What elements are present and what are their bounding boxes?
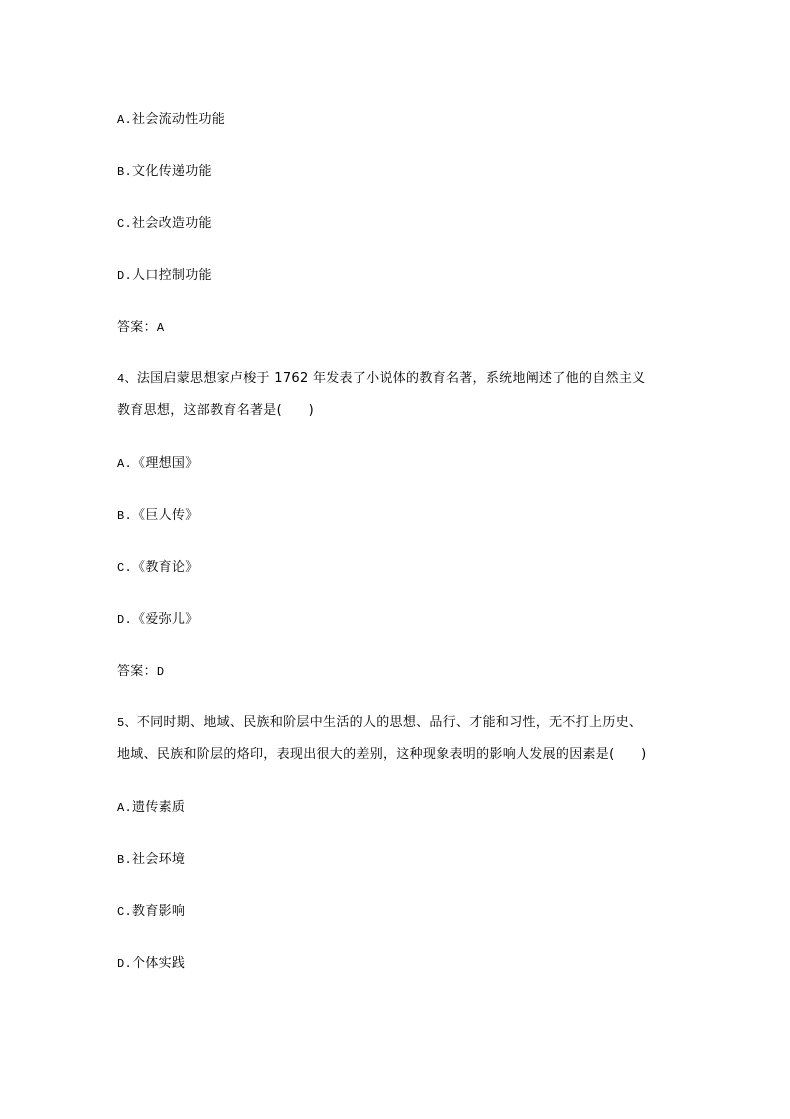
option-letter: A.: [117, 457, 133, 471]
q4-option-d: [117, 612, 199, 628]
q4-stem-line2: [117, 403, 314, 419]
option-text: 人口控制功能: [132, 268, 212, 283]
option-text: 遗传素质: [132, 800, 186, 815]
q3-option-d: [117, 268, 212, 284]
option-text: 《巨人传》: [132, 508, 199, 523]
question-text: 不同时期、地域、民族和阶层中生活的人的思想、品行、才能和习性，无不打上历史、: [136, 715, 643, 730]
q4-option-c: [117, 560, 199, 576]
answer-value: A: [156, 321, 165, 335]
answer-value: D: [156, 665, 165, 679]
question-number: 5、: [117, 716, 137, 730]
q4-answer: [117, 664, 164, 680]
q5-option-d: [117, 956, 185, 972]
option-letter: D.: [117, 613, 133, 627]
q5-option-c: [117, 904, 185, 920]
q5-stem-line2: [117, 747, 646, 763]
q4-stem-line1: [117, 371, 645, 387]
question-text: 法国启蒙思想家卢梭于 1762 年发表了小说体的教育名著，系统地阐述了他的自然主义: [136, 371, 646, 386]
option-letter: B.: [117, 853, 133, 867]
option-letter: C.: [117, 905, 133, 919]
option-text: 教育影响: [132, 904, 186, 919]
q3-option-b: [117, 164, 212, 180]
option-text: 文化传递功能: [132, 164, 212, 179]
q5-option-b: [117, 852, 185, 868]
q3-option-c: [117, 216, 212, 232]
answer-label: 答案：: [117, 320, 157, 335]
option-text: 《理想国》: [132, 456, 199, 471]
option-letter: D.: [117, 269, 133, 283]
q5-option-a: [117, 800, 185, 816]
option-text: 社会流动性功能: [132, 112, 226, 127]
q4-option-a: [117, 456, 199, 472]
question-text: 教育思想，这部教育名著是( ): [117, 403, 314, 418]
option-letter: C.: [117, 561, 133, 575]
q4-option-b: [117, 508, 199, 524]
question-number: 4、: [117, 372, 137, 386]
option-text: 个体实践: [132, 956, 186, 971]
option-text: 《教育论》: [132, 560, 199, 575]
q3-option-a: [117, 112, 225, 128]
option-letter: A.: [117, 801, 133, 815]
option-letter: C.: [117, 217, 133, 231]
q3-answer: [117, 320, 164, 336]
question-text: 地域、民族和阶层的烙印，表现出很大的差别，这种现象表明的影响人发展的因素是( ): [117, 747, 647, 762]
option-letter: D.: [117, 957, 133, 971]
option-letter: B.: [117, 165, 133, 179]
option-text: 社会环境: [132, 852, 186, 867]
answer-label: 答案：: [117, 664, 157, 679]
option-text: 《爱弥儿》: [132, 612, 199, 627]
option-text: 社会改造功能: [132, 216, 212, 231]
q5-stem-line1: [117, 715, 642, 731]
option-letter: A.: [117, 113, 133, 127]
option-letter: B.: [117, 509, 133, 523]
